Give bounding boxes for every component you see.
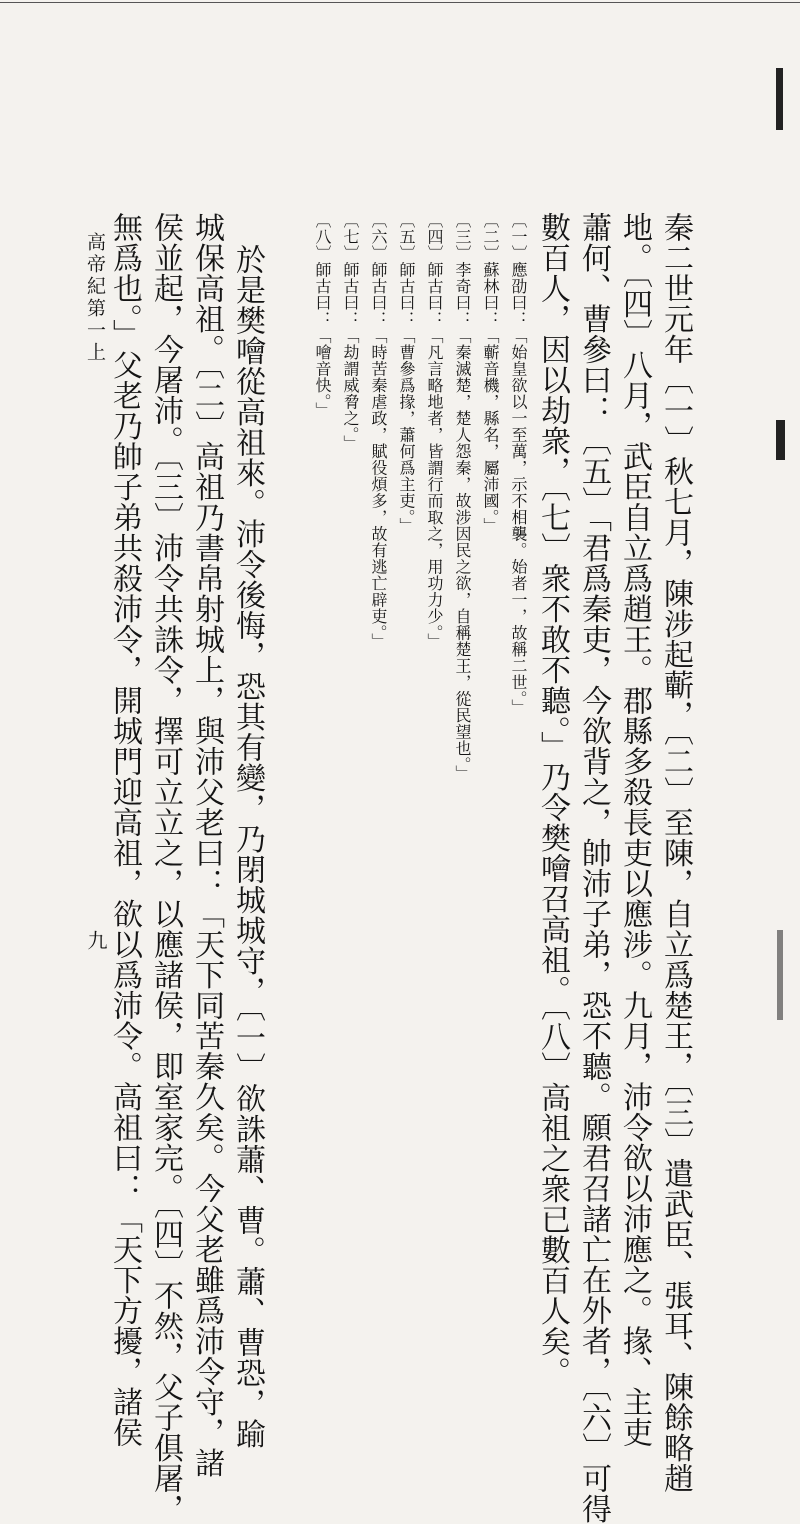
footnote-3: 〔三〕李奇曰：「秦滅楚，楚人怨秦，故涉因民之欲，自稱楚王，從民望也。」: [453, 212, 472, 782]
top-border: [0, 2, 800, 3]
footnote-8: 〔八〕師古曰：「噲音快。」: [313, 212, 332, 419]
scan-mark-bottom: [777, 930, 783, 1020]
footnote-6: 〔六〕師古曰：「時苦秦虐政，賦役煩多，故有逃亡辟吏。」: [369, 212, 388, 650]
main-text-column-1: 秦二世元年〔一〕秋七月，陳涉起蘄，〔二〕至陳，自立爲楚王，〔三〕遣武臣、張耳、陳餘略趙: [658, 212, 693, 1494]
main-text-column-3: 蕭何、曹參曰：〔五〕「君爲秦吏，今欲背之，帥沛子弟，恐不聽。願君召諸亡在外者，〔六〕可得: [576, 212, 611, 1524]
footnote-1: 〔一〕應劭曰：「始皇欲以一至萬，示不相襲。始者一，故稱二世。」: [509, 212, 528, 716]
main-text-column-6: 城保高祖。〔二〕高祖乃書帛射城上，與沛父老曰：「天下同苦秦久矣。今父老雖爲沛令守，諸: [189, 212, 224, 1478]
running-header: 高帝紀第一上: [84, 232, 106, 364]
main-text-column-2: 地。〔四〕八月，武臣自立爲趙王。郡縣多殺長吏以應涉。九月，沛令欲以沛應之。掾、主吏: [617, 212, 652, 1448]
scan-mark-middle: [776, 420, 785, 460]
scan-mark-top: [776, 68, 783, 130]
main-text-column-4: 數百人，因以劫衆，〔七〕衆不敢不聽。」乃令樊噲召高祖。〔八〕高祖之衆已數百人矣。: [535, 212, 570, 1387]
page-number: 九: [84, 930, 108, 951]
footnote-4: 〔四〕師古曰：「凡言略地者，皆謂行而取之，用功力少。」: [425, 212, 444, 650]
footnote-5: 〔五〕師古曰：「曹參爲掾，蕭何爲主吏。」: [397, 212, 416, 534]
footnote-2: 〔二〕蘇林曰：「蘄音機，縣名，屬沛國。」: [481, 212, 500, 534]
footnote-7: 〔七〕師古曰：「劫謂威脅之。」: [341, 212, 360, 452]
main-text-column-7: 侯並起，今屠沛。〔三〕沛令共誅令，擇可立立之，以應諸侯，即室家完。〔四〕不然，父子俱屠，: [148, 212, 183, 1524]
main-text-column-5: 於是樊噲從高祖來。沛令後悔，恐其有變，乃閉城城守，〔一〕欲誅蕭、曹。蕭、曹恐，踰: [230, 244, 265, 1449]
main-text-column-8: 無爲也。」父老乃帥子弟共殺沛令，開城門迎高祖，欲以爲沛令。高祖曰：「天下方擾，諸侯: [107, 212, 142, 1448]
